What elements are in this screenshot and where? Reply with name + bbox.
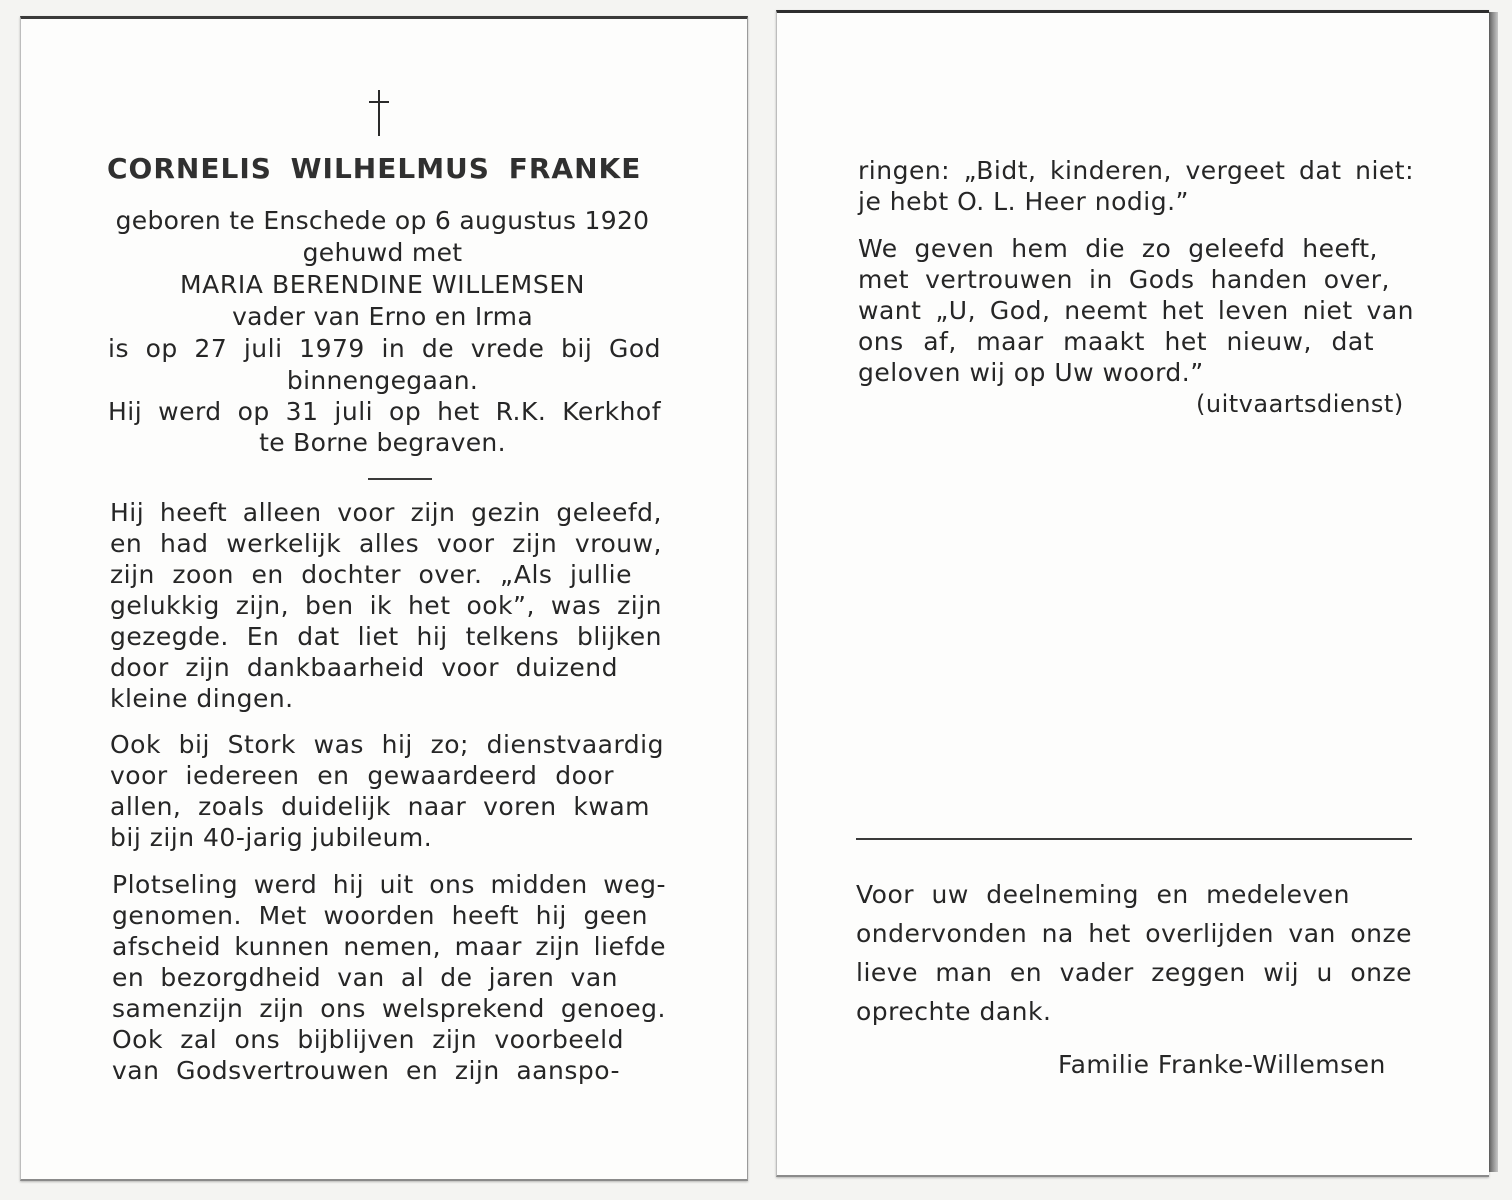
tribute-paragraph-2 (110, 730, 664, 854)
text-line: ringen: „Bidt, kinderen, vergeet dat niet: (858, 156, 1414, 185)
text-line: genomen. Met woorden heeft hij geen (112, 901, 648, 930)
divider (368, 478, 432, 480)
text-line: lieve man en vader zeggen wij u onze (856, 958, 1412, 987)
text-line: ons af, maar maakt het nieuw, dat (858, 327, 1374, 356)
text-line: Plotseling werd hij uit ons midden weg- (112, 870, 666, 899)
text-line: gelukkig zijn, ben ik het ook”, was zijn (110, 591, 662, 620)
text-line: bij zijn 40-jarig jubileum. (110, 823, 433, 852)
text-line: samenzijn zijn ons welsprekend genoeg. (112, 994, 666, 1023)
text-line: want „U, God, neemt het leven niet van (858, 296, 1414, 325)
text-line: van Godsvertrouwen en zijn aanspo- (112, 1056, 620, 1085)
text-line: voor iedereen en gewaardeerd door (110, 761, 614, 790)
death-line: is op 27 juli 1979 in de vrede bij God (108, 334, 661, 363)
divider (856, 838, 1412, 840)
children-line: vader van Erno en Irma (232, 302, 533, 331)
married-line: gehuwd met (302, 238, 463, 267)
quote-paragraph-2 (858, 234, 1414, 389)
text-line: Voor uw deelneming en medeleven (856, 880, 1350, 909)
text-line: We geven hem die zo geleefd heeft, (858, 234, 1378, 263)
quote-source: (uitvaartsdienst) (1196, 390, 1404, 418)
text-line: door zijn dankbaarheid voor duizend (110, 653, 618, 682)
family-signature: Familie Franke-Willemsen (1058, 1050, 1386, 1079)
text-line: afscheid kunnen nemen, maar zijn liefde (112, 932, 666, 961)
text-line: Hij heeft alleen voor zijn gezin geleefd, (110, 498, 662, 527)
quote-paragraph-1 (858, 156, 1414, 218)
tribute-paragraph-1 (110, 498, 662, 715)
deceased-name: CORNELIS WILHELMUS FRANKE (107, 152, 642, 185)
thanks-paragraph (856, 880, 1412, 1036)
spouse-name: MARIA BERENDINE WILLEMSEN (179, 270, 586, 299)
text-line: zijn zoon en dochter over. „Als jullie (110, 560, 632, 589)
text-line: en had werkelijk alles voor zijn vrouw, (110, 529, 662, 558)
tribute-paragraph-3 (112, 870, 666, 1087)
text-line: oprechte dank. (856, 997, 1052, 1026)
text-line: en bezorgdheid van al de jaren van (112, 963, 618, 992)
text-line: kleine dingen. (110, 684, 294, 713)
burial-line: Hij werd op 31 juli op het R.K. Kerkhof (108, 397, 661, 426)
death-line-cont: binnengegaan. (286, 366, 479, 395)
text-line: allen, zoals duidelijk naar voren kwam (110, 792, 650, 821)
text-line: Ook bij Stork was hij zo; dienstvaardig (110, 730, 664, 759)
text-line: gezegde. En dat liet hij telkens blijken (110, 622, 662, 651)
cross-icon (364, 88, 394, 138)
text-line: Ook zal ons bijblijven zijn voorbeeld (112, 1025, 624, 1054)
text-line: ondervonden na het overlijden van onze (856, 919, 1412, 948)
text-line: je hebt O. L. Heer nodig.” (858, 187, 1190, 216)
burial-line-cont: te Borne begraven. (259, 428, 506, 457)
birth-line: geboren te Enschede op 6 augustus 1920 (115, 206, 650, 235)
text-line: met vertrouwen in Gods handen over, (858, 265, 1390, 294)
text-line: geloven wij op Uw woord.” (858, 358, 1204, 387)
